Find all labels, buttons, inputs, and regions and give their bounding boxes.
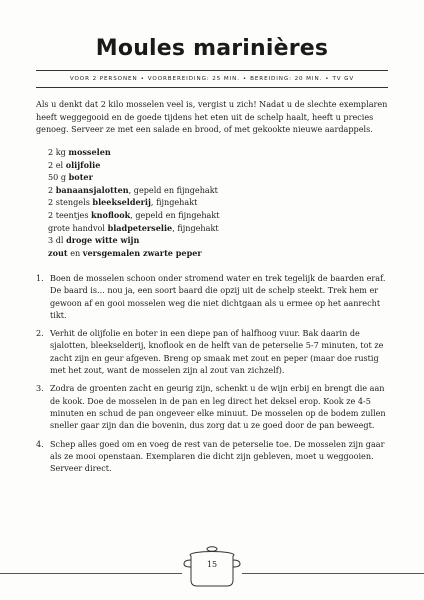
instruction-step [36, 438, 388, 475]
ingredient-quantity: 50 g [48, 172, 69, 183]
ingredient-note: , gepeld en fijngehakt [128, 184, 218, 195]
instruction-step [36, 272, 388, 321]
step-text: Boen de mosselen schoon onder stromend water en trek tegelijk de baarden eraf. De baard is... nou ja, een soort baard die opzij uit de schelp steekt. Trek hem er gewoon af en gooi mosselen weg die niet dichtgaan als u ermee op het aanrecht tikt. [50, 273, 386, 320]
recipe-title: Moules marinières [95, 36, 329, 61]
ingredient-quantity: 3 dl [48, 235, 67, 246]
step-text: Schep alles goed om en voeg de rest van de peterselie toe. De mosselen zijn gaar als ze mooi openstaan. Exemplaren die dicht zijn gebleven, moet u weggooien. Serveer direct. [50, 438, 385, 474]
ingredient-name: knoflook [91, 209, 131, 220]
ingredient-quantity: 2 kg [48, 147, 69, 157]
recipe-meta-bar [36, 70, 388, 88]
ingredient-item [48, 159, 220, 172]
step-number: 1. [36, 273, 44, 283]
diet-tags-label: TV GV [332, 76, 355, 82]
recipe-intro: Als u denkt dat 2 kilo mosselen veel is, vergist u zich! Nadat u de slechte exemplaren heeft weggegooid en de goede tijdens het eten uit de schelp haalt, heeft u precies genoeg. Serveer ze met een salade en brood, of met gekookte nieuwe aardappels. [36, 99, 388, 134]
ingredient-list [48, 146, 220, 259]
ingredient-quantity: 2 el [48, 159, 66, 170]
page-footer [0, 540, 424, 590]
instruction-step [36, 327, 388, 376]
step-text: Verhit de olijfolie en boter in een diepe pan of halfhoog vuur. Bak daarin de sjalotten, bleekselderij, knoflook en de helft van de peterselie 5-7 minuten, tot ze zacht zijn en geur afgeven. Breng op smaak met zout en peper (maar doe rustig met het zout, want de mosselen zijn al zout van zichzelf). [50, 328, 384, 376]
separator-dot: • [325, 76, 330, 82]
ingredient-item [48, 209, 220, 222]
instruction-list [36, 272, 388, 480]
ingredient-note: en [67, 247, 83, 258]
ingredient-note: , fijngehakt [150, 197, 198, 208]
ingredient-name: bladpeterselie [107, 222, 173, 233]
ingredient-name: olijfolie [65, 159, 101, 170]
ingredient-item [48, 196, 220, 209]
ingredient-item [48, 184, 220, 197]
page-number: 15 [206, 560, 218, 569]
step-number: 2. [36, 328, 44, 339]
separator-dot: • [140, 76, 145, 82]
ingredient-name: mosselen [68, 147, 111, 157]
ingredient-name: bleekselderij [92, 197, 151, 208]
prep-time-label: VOORBEREIDING: 25 MIN. [147, 76, 240, 82]
step-number: 3. [36, 383, 44, 394]
ingredient-quantity: 2 stengels [48, 197, 93, 208]
ingredient-item [48, 146, 220, 159]
ingredient-name: boter [68, 172, 93, 183]
ingredient-note: , gepeld en fijngehakt [130, 209, 220, 220]
ingredient-item [48, 222, 220, 235]
step-text: Zodra de groenten zacht en geurig zijn, schenkt u de wijn erbij en brengt die aan de kook. Doe de mosselen in de pan en leg direct het deksel erop. Kook ze 4-5 minuten en schud de pan ongeveer elke minuut. De mosselen op de bodem zullen sneller gaar zijn dan die bovenin, dus zorg dat u ze goed door de pan beweegt. [50, 383, 386, 431]
ingredient-name: zout [48, 247, 68, 258]
servings-label: VOOR 2 PERSONEN [69, 76, 138, 82]
ingredient-quantity: 2 teentjes [48, 209, 92, 220]
cook-time-label: BEREIDING: 20 MIN. [250, 76, 323, 82]
ingredient-name: versgemalen zwarte peper [82, 247, 202, 258]
step-number: 4. [36, 438, 44, 449]
ingredient-quantity: 2 [48, 184, 56, 195]
ingredient-name: banaansjalotten [55, 184, 129, 195]
separator-dot: • [242, 76, 248, 82]
ingredient-quantity: grote handvol [48, 222, 108, 233]
ingredient-item [48, 247, 220, 260]
ingredient-note: , fijngehakt [172, 222, 219, 233]
ingredient-item [48, 234, 220, 247]
instruction-step [36, 382, 388, 431]
ingredient-name: droge witte wijn [66, 235, 140, 246]
ingredient-item [48, 171, 220, 184]
